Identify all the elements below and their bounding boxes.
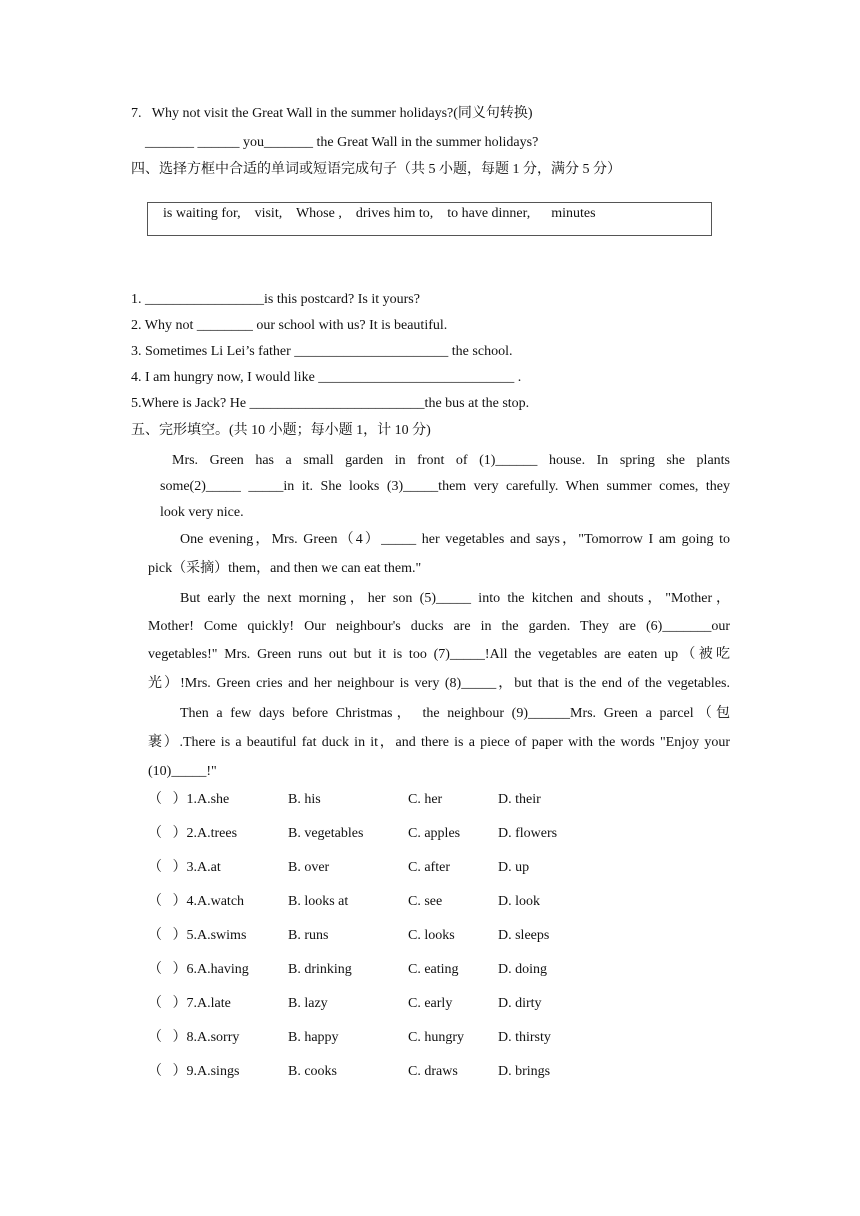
option-d: D. flowers	[498, 826, 558, 841]
option-d: D. look	[498, 894, 540, 909]
fill-question: 5.Where is Jack? He _________________________the bus at the stop.	[131, 396, 530, 411]
option-c: C. her	[408, 792, 443, 807]
cloze-paragraph-4-line: Then a few days before Christmas， the neighbour (9)______Mrs. Green a parcel（包	[180, 706, 730, 721]
option-row	[148, 825, 748, 843]
question-7: 7. Why not visit the Great Wall in the summer holidays?(同义句转换)	[131, 106, 533, 121]
option-a: （ ）8.A.sorry	[148, 1030, 240, 1045]
cloze-paragraph-3-line: But early the next morning，her son (5)_____ into the kitchen and shouts，"Mother，	[180, 591, 730, 606]
option-d: D. brings	[498, 1064, 551, 1079]
cloze-paragraph-4-line: (10)_____!"	[148, 764, 217, 779]
option-row	[148, 1063, 748, 1081]
cloze-paragraph-1-line: look very nice.	[160, 505, 244, 520]
option-b: B. his	[288, 792, 321, 807]
option-a: （ ）3.A.at	[148, 860, 221, 875]
option-a: （ ）6.A.having	[148, 962, 249, 977]
option-c: C. hungry	[408, 1030, 464, 1045]
option-a: （ ）1.A.she	[148, 792, 230, 807]
option-row	[148, 1029, 748, 1047]
option-c: C. see	[408, 894, 443, 909]
section-4-heading: 四、选择方框中合适的单词或短语完成句子（共 5 小题，每题 1 分，满分 5 分）	[131, 162, 621, 177]
option-a: （ ）5.A.swims	[148, 928, 247, 943]
option-a: （ ）4.A.watch	[148, 894, 245, 909]
option-d: D. their	[498, 792, 541, 807]
option-c: C. apples	[408, 826, 461, 841]
option-row	[148, 859, 748, 877]
option-c: C. looks	[408, 928, 455, 943]
option-row	[148, 893, 748, 911]
option-d: D. up	[498, 860, 530, 875]
option-c: C. draws	[408, 1064, 458, 1079]
option-c: C. after	[408, 860, 450, 875]
option-row	[148, 927, 748, 945]
cloze-paragraph-1-line: Mrs. Green has a small garden in front of (1)______ house. In spring she plants	[172, 453, 730, 468]
option-row	[148, 961, 748, 979]
fill-question: 1. _________________is this postcard? Is it yours?	[131, 292, 420, 307]
cloze-paragraph-3-line: Mother! Come quickly! Our neighbour's ducks are in the garden. They are (6)_______our	[148, 619, 730, 634]
option-b: B. over	[288, 860, 330, 875]
fill-question: 4. I am hungry now, I would like ____________________________ .	[131, 370, 522, 385]
fill-question: 2. Why not ________ our school with us? It is beautiful.	[131, 318, 448, 333]
cloze-paragraph-2-line: One evening，Mrs. Green（4）_____ her vegetables and says，"Tomorrow I am going to	[180, 532, 730, 547]
question-7-answer-line: _______ ______ you_______ the Great Wall in the summer holidays?	[145, 135, 539, 150]
option-c: C. early	[408, 996, 453, 1011]
option-a: （ ）2.A.trees	[148, 826, 238, 841]
option-a: （ ）7.A.late	[148, 996, 231, 1011]
cloze-paragraph-4-line: 裹）.There is a beautiful fat duck in it，and there is a piece of paper with the words "Enjoy your	[148, 735, 730, 750]
option-b: B. happy	[288, 1030, 339, 1045]
option-c: C. eating	[408, 962, 459, 977]
option-d: D. sleeps	[498, 928, 550, 943]
option-d: D. doing	[498, 962, 547, 977]
option-b: B. cooks	[288, 1064, 337, 1079]
section-5-heading: 五、完形填空。(共 10 小题；每小题 1，计 10 分)	[131, 423, 431, 438]
cloze-paragraph-1-line: some(2)_____ _____in it. She looks (3)_____them very carefully. When summer comes, they	[160, 479, 730, 494]
option-a: （ ）9.A.sings	[148, 1064, 240, 1079]
option-row	[148, 791, 748, 809]
option-b: B. drinking	[288, 962, 352, 977]
option-d: D. thirsty	[498, 1030, 551, 1045]
option-b: B. runs	[288, 928, 329, 943]
cloze-paragraph-3-line: vegetables!" Mrs. Green runs out but it is too (7)_____!All the vegetables are eaten up（被吃	[148, 647, 730, 662]
word-box-text: is waiting for, visit, Whose , drives him to, to have dinner, minutes	[163, 206, 596, 221]
option-b: B. looks at	[288, 894, 349, 909]
option-row	[148, 995, 748, 1013]
word-box	[147, 202, 712, 236]
cloze-paragraph-3-line: 光）!Mrs. Green cries and her neighbour is very (8)_____，but that is the end of the vegetables.	[148, 676, 730, 691]
fill-question: 3. Sometimes Li Lei’s father ______________________ the school.	[131, 344, 513, 359]
option-b: B. lazy	[288, 996, 328, 1011]
option-d: D. dirty	[498, 996, 542, 1011]
option-b: B. vegetables	[288, 826, 364, 841]
cloze-paragraph-2-line: pick（采摘）them，and then we can eat them."	[148, 561, 422, 576]
